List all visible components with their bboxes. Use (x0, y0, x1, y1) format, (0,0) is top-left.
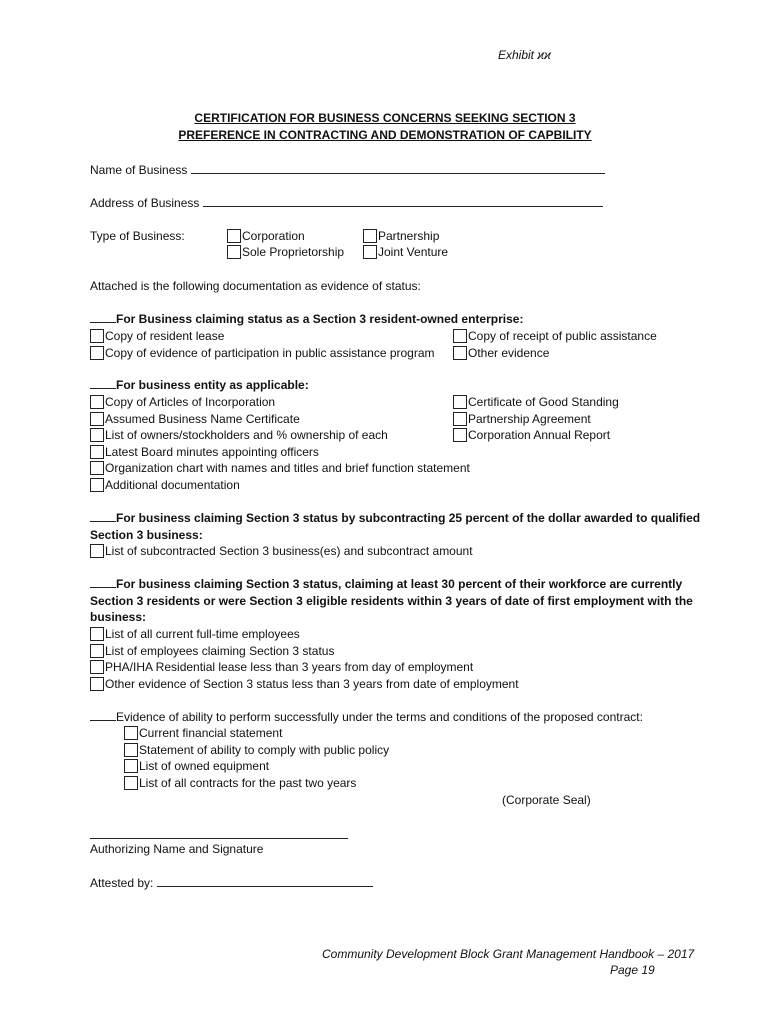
list-item[interactable]: Latest Board minutes appointing officers (90, 444, 470, 461)
checkbox[interactable] (90, 329, 104, 343)
type-option-partnership[interactable]: Partnership (363, 228, 439, 244)
checkbox[interactable] (90, 677, 104, 691)
exhibit-label: Exhibit ϰϰ (498, 48, 551, 62)
list-item[interactable]: List of employees claiming Section 3 status (90, 643, 519, 660)
list-item[interactable]: List of all contracts for the past two years (124, 775, 389, 792)
subcontract-list (90, 543, 473, 560)
checkbox[interactable] (90, 627, 104, 641)
workforce-heading-row (90, 576, 682, 592)
workforce-list (90, 626, 519, 692)
list-item[interactable]: PHA/IHA Residential lease less than 3 years from day of employment (90, 659, 519, 676)
subcontract-heading-line-2: Section 3 business: (90, 528, 203, 542)
attested-label: Attested by: (90, 876, 154, 890)
corporate-seal: (Corporate Seal) (502, 793, 591, 807)
attested-field[interactable] (157, 875, 373, 887)
business-type-label: Type of Business: (90, 229, 185, 243)
signature-label: Authorizing Name and Signature (90, 842, 264, 856)
checkbox[interactable] (90, 395, 104, 409)
checkbox[interactable] (90, 544, 104, 558)
type-option-joint-venture[interactable]: Joint Venture (363, 244, 448, 260)
checkbox[interactable] (227, 245, 241, 259)
list-item[interactable]: List of subcontracted Section 3 business(es) and subcontract amount (90, 543, 473, 560)
list-item[interactable]: Organization chart with names and titles and brief function statement (90, 460, 470, 477)
list-item[interactable]: Assumed Business Name Certificate (90, 411, 470, 428)
list-item[interactable]: Copy of receipt of public assistance (453, 328, 657, 345)
list-item[interactable]: Partnership Agreement (453, 411, 619, 428)
ability-heading-row (90, 709, 643, 725)
list-item[interactable]: Other evidence (453, 345, 657, 362)
checkbox[interactable] (227, 229, 241, 243)
business-address-label: Address of Business (90, 196, 200, 210)
checkbox[interactable] (90, 478, 104, 492)
checkbox[interactable] (90, 644, 104, 658)
checkbox[interactable] (124, 776, 138, 790)
list-item[interactable]: Corporation Annual Report (453, 427, 619, 444)
list-item[interactable]: Copy of evidence of participation in public assistance program (90, 345, 435, 362)
resident-heading-blank[interactable] (90, 311, 116, 323)
resident-left-list (90, 328, 435, 361)
business-name-field[interactable] (191, 162, 605, 174)
checkbox[interactable] (453, 412, 467, 426)
type-option-sole-proprietorship[interactable]: Sole Proprietorship (227, 244, 344, 260)
checkbox[interactable] (453, 428, 467, 442)
checkbox[interactable] (124, 726, 138, 740)
attested-row (90, 875, 373, 891)
checkbox[interactable] (90, 660, 104, 674)
list-item[interactable]: List of owned equipment (124, 758, 389, 775)
checkbox[interactable] (453, 395, 467, 409)
list-item[interactable]: Other evidence of Section 3 status less than 3 years from date of employment (90, 676, 519, 693)
footer-handbook-title: Community Development Block Grant Management Handbook – 2017 (322, 947, 695, 961)
business-name-row (90, 162, 605, 178)
checkbox[interactable] (124, 743, 138, 757)
entity-left-list (90, 394, 470, 494)
entity-right-list (453, 394, 619, 444)
resident-heading: For Business claiming status as a Section 3 resident-owned enterprise: (116, 312, 524, 326)
checkbox[interactable] (90, 412, 104, 426)
ability-heading: Evidence of ability to perform successfully under the terms and conditions of the proposed contract: (116, 710, 643, 724)
attached-text: Attached is the following documentation as evidence of status: (90, 279, 421, 293)
list-item[interactable]: Copy of Articles of Incorporation (90, 394, 470, 411)
business-address-field[interactable] (203, 195, 603, 207)
workforce-heading-line-1: For business claiming Section 3 status, claiming at least 30 percent of their workforce are currently (116, 577, 683, 591)
signature-line[interactable] (90, 838, 348, 839)
workforce-heading-line-2: Section 3 residents or were Section 3 eligible residents within 3 years of date of first employment with the (90, 594, 693, 608)
checkbox[interactable] (363, 245, 377, 259)
subcontract-heading-blank[interactable] (90, 510, 116, 522)
list-item[interactable]: List of all current full-time employees (90, 626, 519, 643)
list-item[interactable]: Copy of resident lease (90, 328, 435, 345)
list-item[interactable]: Additional documentation (90, 477, 470, 494)
resident-right-list (453, 328, 657, 361)
checkbox[interactable] (124, 759, 138, 773)
entity-heading-blank[interactable] (90, 377, 116, 389)
list-item[interactable]: Statement of ability to comply with public policy (124, 742, 389, 759)
ability-heading-blank[interactable] (90, 709, 116, 721)
entity-heading: For business entity as applicable: (116, 378, 309, 392)
list-item[interactable]: Current financial statement (124, 725, 389, 742)
type-option-corporation[interactable]: Corporation (227, 228, 305, 244)
resident-heading-row (90, 311, 523, 327)
checkbox[interactable] (90, 461, 104, 475)
subcontract-heading-row (90, 510, 700, 526)
business-name-label: Name of Business (90, 163, 188, 177)
checkbox[interactable] (453, 346, 467, 360)
subcontract-heading-line-1: For business claiming Section 3 status by subcontracting 25 percent of the dollar awarded to qualified (116, 511, 701, 525)
business-address-row (90, 195, 603, 211)
list-item[interactable]: List of owners/stockholders and % ownership of each (90, 427, 470, 444)
ability-list (124, 725, 389, 791)
form-title-line-1: CERTIFICATION FOR BUSINESS CONCERNS SEEKING SECTION 3 (194, 111, 576, 125)
checkbox[interactable] (90, 346, 104, 360)
checkbox[interactable] (90, 445, 104, 459)
footer-page-number: Page 19 (610, 963, 655, 977)
checkbox[interactable] (363, 229, 377, 243)
workforce-heading-line-3: business: (90, 610, 147, 624)
checkbox[interactable] (453, 329, 467, 343)
list-item[interactable]: Certificate of Good Standing (453, 394, 619, 411)
form-title-line-2: PREFERENCE IN CONTRACTING AND DEMONSTRATION OF CAPBILITY (178, 128, 592, 142)
workforce-heading-blank[interactable] (90, 576, 116, 588)
entity-heading-row (90, 377, 309, 393)
checkbox[interactable] (90, 428, 104, 442)
